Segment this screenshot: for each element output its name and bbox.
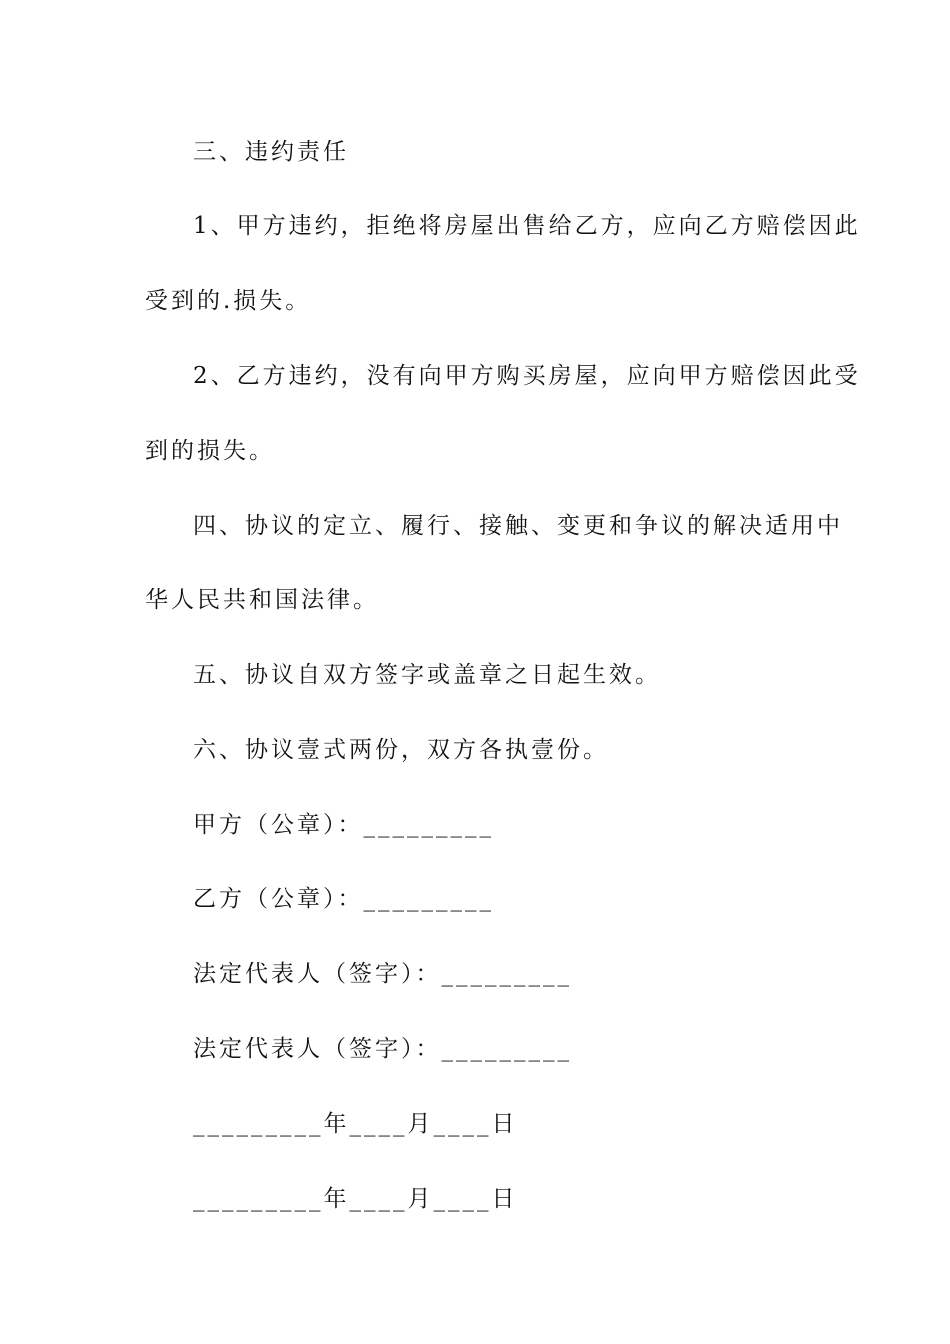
section-4-line-1: 四、协议的定立、履行、接触、变更和争议的解决适用中 <box>193 513 843 539</box>
legal-rep-signature-line-1: 法定代表人（签字）：_________ <box>193 961 572 987</box>
party-a-seal-line: 甲方（公章）：_________ <box>193 812 494 838</box>
clause-1-line-2: 受到的.损失。 <box>145 288 312 314</box>
date-line-2: _________年____月____日 <box>193 1186 518 1212</box>
clause-1-line-1: 1、甲方违约，拒绝将房屋出售给乙方，应向乙方赔偿因此 <box>193 213 861 239</box>
party-b-seal-line: 乙方（公章）：_________ <box>193 886 494 912</box>
section-6: 六、协议壹式两份，双方各执壹份。 <box>193 737 609 763</box>
section-4-line-2: 华人民共和国法律。 <box>145 587 379 613</box>
section-5: 五、协议自双方签字或盖章之日起生效。 <box>193 662 661 688</box>
section-3-title: 三、违约责任 <box>193 139 349 165</box>
legal-rep-signature-line-2: 法定代表人（签字）：_________ <box>193 1036 572 1062</box>
clause-2-line-1: 2、乙方违约，没有向甲方购买房屋，应向甲方赔偿因此受 <box>193 363 861 389</box>
date-line-1: _________年____月____日 <box>193 1111 518 1137</box>
clause-2-line-2: 到的损失。 <box>145 438 275 464</box>
